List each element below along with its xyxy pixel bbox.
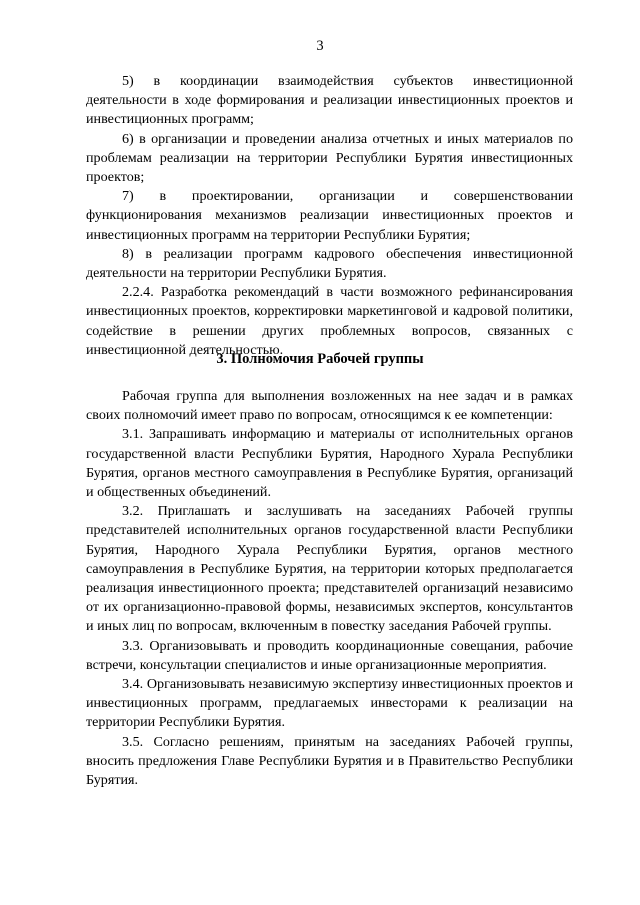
paragraph-item-5: 5) в координации взаимодействия субъектов инвестиционной деятельности в ходе формирования и реализации инвестиционных проектов и инвестиционных программ;: [86, 73, 573, 128]
paragraph-3-5: 3.5. Согласно решениям, принятым на заседаниях Рабочей группы, вносить предложения Главе Республики Бурятия и в Правительство Республики Бурятия.: [86, 733, 573, 789]
paragraph-2-2-4: 2.2.4. Разработка рекомендаций в части возможного рефинансирования инвестиционных проектов, корректировки маркетинговой и кадровой политики, содействие в решении других проблемных вопросов, связанных с инвестиционной деятельностью.: [86, 284, 573, 358]
section-heading: 3. Полномочия Рабочей группы: [216, 351, 424, 367]
paragraph-3-4: 3.4. Организовывать независимую экспертизу инвестиционных проектов и инвестиционных программ, предлагаемых инвесторами к реализации на территории Республики Бурятия.: [86, 676, 573, 731]
paragraph-intro: Рабочая группа для выполнения возложенных на нее задач и в рамках своих полномочий имеет право по вопросам, относящимся к ее компетенции:: [86, 388, 573, 424]
paragraph-item-8: 8) в реализации программ кадрового обеспечения инвестиционной деятельности на территории Республики Бурятия.: [86, 245, 573, 282]
section-top: [86, 72, 573, 360]
paragraph-3-3: 3.3. Организовывать и проводить координационные совещания, рабочие встречи, консультации специалистов и иные организационные мероприятия.: [86, 637, 573, 673]
paragraph-item-7: 7) в проектировании, организации и совершенствовании функционирования механизмов реализации инвестиционных проектов и инвестиционных программ на территории Республики Бурятия;: [86, 188, 573, 243]
paragraph-3-1: 3.1. Запрашивать информацию и материалы от исполнительных органов государственной власти Республики Бурятия, Народного Хурала Республики Бурятия, органов местного самоуправления в Республике Бурятия, организаций и общественных объединений.: [86, 426, 573, 501]
paragraph-3-2: 3.2. Приглашать и заслушивать на заседаниях Рабочей группы представителей исполнительных органов государственной власти Республики Бурятия, Народного Хурала Республики Бурятия, органов местного самоуправления в Республике Бурятия, на территории которых предполагается реализация инвестиционного проекта; представителей организаций независимо от их организационно-правовой формы, независимых экспертов, консультантов и иных лиц по вопросам, включенным в повестку заседания Рабочей группы.: [86, 503, 573, 635]
paragraph-item-6: 6) в организации и проведении анализа отчетных и иных материалов по проблемам реализации на территории Республики Бурятия инвестиционных проектов;: [86, 130, 573, 186]
page-number: 3: [316, 38, 324, 54]
section-body: [86, 387, 573, 790]
